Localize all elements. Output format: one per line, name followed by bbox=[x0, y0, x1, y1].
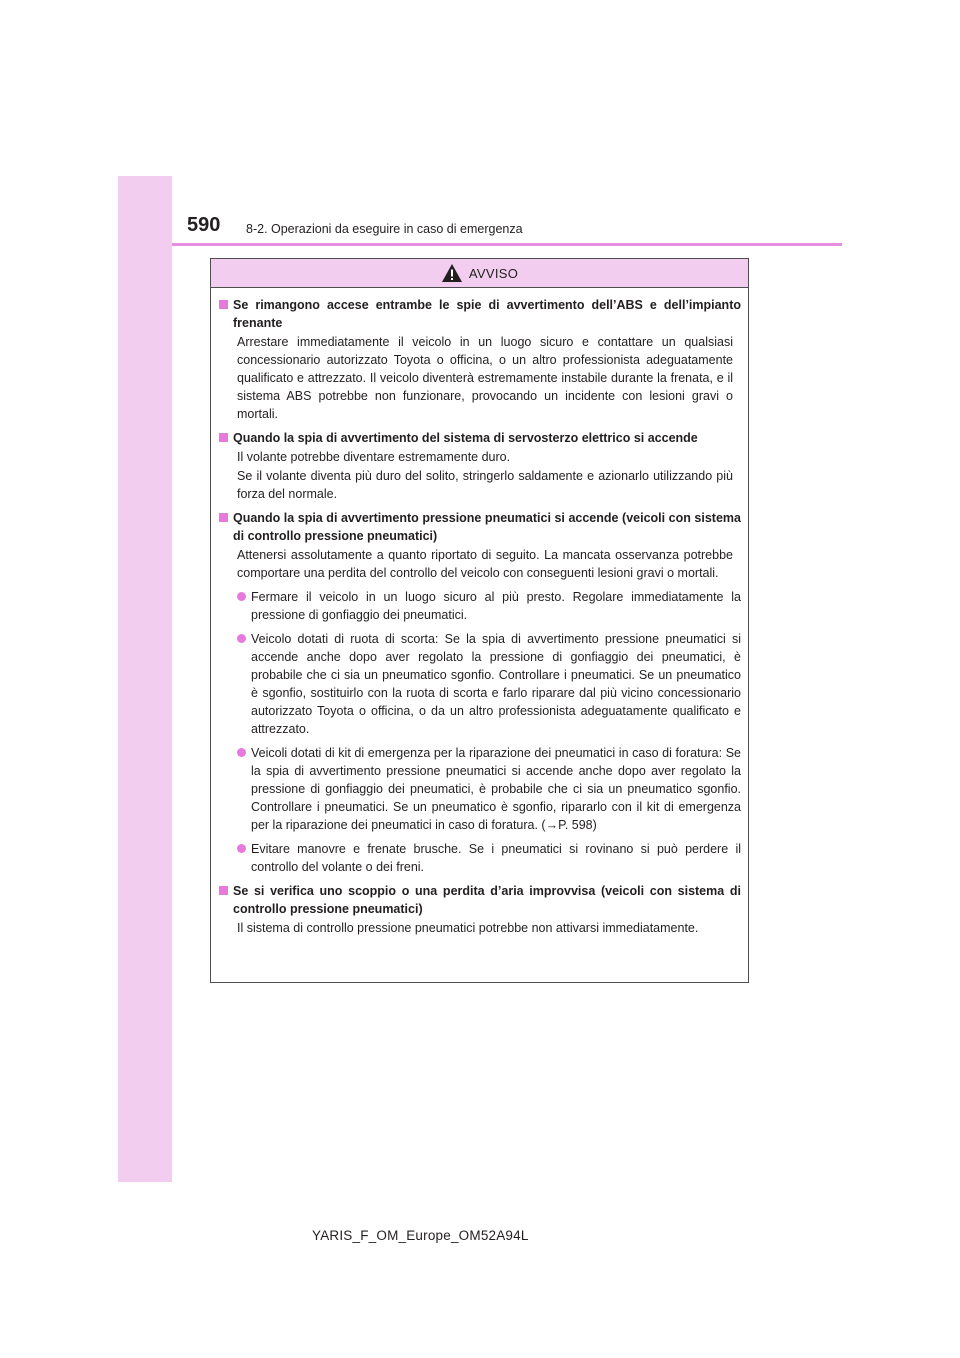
warning-item-power-steering bbox=[218, 429, 741, 503]
item-heading bbox=[218, 296, 741, 332]
item-heading bbox=[218, 509, 741, 545]
bullet-text: Veicoli dotati di kit di emergenza per la riparazione dei pneumatici in caso di foratura: Se la spia di avvertimento pressione pneumatici si accende anche dopo aver regolato la pressione di gonfiaggio dei pneumatici, è probabile che ci sia un pneumatico sgonfio. Controllare i pneumatici. Se un pneumatico è sgonfio, ripararlo con il kit di emergenza per la riparazione dei pneumatici in caso di foratura. (→P. 598) bbox=[251, 746, 741, 832]
item-heading-text: Se rimangono accese entrambe le spie di avvertimento dell’ABS e dell’impianto frenante bbox=[233, 298, 741, 330]
item-paragraph: Il sistema di controllo pressione pneumatici potrebbe non attivarsi immediatamente. bbox=[237, 921, 699, 935]
item-paragraph: Attenersi assolutamente a quanto riportato di seguito. La mancata osservanza potrebbe comportare una perdita del controllo del veicolo con conseguenti lesioni gravi o mortali. bbox=[237, 548, 733, 580]
item-heading bbox=[218, 882, 741, 918]
circle-bullet-icon bbox=[237, 844, 246, 853]
bullet-text: Veicolo dotati di ruota di scorta: Se la spia di avvertimento pressione pneumatici si accende anche dopo aver regolato la pressione di gonfiaggio dei pneumatici, è probabile che ci sia un pneumatico sgonfio. Controllare i pneumatici. Se un pneumatico è sgonfio, sostituirlo con la ruota di scorta e farlo riparare dal più vicino concessionario autorizzato Toyota o officina, o da un altro professionista adeguatamente qualificato e attrezzato. bbox=[251, 632, 741, 736]
warning-item-tire-pressure bbox=[218, 509, 741, 876]
bullet-text: Fermare il veicolo in un luogo sicuro al più presto. Regolare immediatamente la pressione di gonfiaggio dei pneumatici. bbox=[251, 590, 741, 622]
bullet-text: Evitare manovre e frenate brusche. Se i pneumatici si rovinano si può perdere il controllo del volante o dei freni. bbox=[251, 842, 741, 874]
square-bullet-icon bbox=[219, 513, 228, 522]
warning-box bbox=[210, 258, 749, 983]
bullet-item bbox=[237, 744, 741, 834]
side-tab-band bbox=[118, 176, 172, 1182]
item-heading-text: Se si verifica uno scoppio o una perdita d’aria improvvisa (veicoli con sistema di controllo pressione pneumatici) bbox=[233, 884, 741, 916]
bullet-item bbox=[237, 840, 741, 876]
circle-bullet-icon bbox=[237, 634, 246, 643]
circle-bullet-icon bbox=[237, 748, 246, 757]
circle-bullet-icon bbox=[237, 592, 246, 601]
warning-title: AVVISO bbox=[468, 265, 519, 281]
square-bullet-icon bbox=[219, 433, 228, 442]
square-bullet-icon bbox=[219, 886, 228, 895]
footer-document-code: YARIS_F_OM_Europe_OM52A94L bbox=[312, 1228, 529, 1243]
warning-body bbox=[211, 288, 748, 937]
item-paragraph: Il volante potrebbe diventare estremamente duro. bbox=[237, 450, 511, 464]
square-bullet-icon bbox=[219, 300, 228, 309]
section-title: 8-2. Operazioni da eseguire in caso di emergenza bbox=[246, 222, 523, 236]
item-heading-text: Quando la spia di avvertimento pressione pneumatici si accende (veicoli con sistema di controllo pressione pneumatici) bbox=[233, 511, 741, 543]
item-paragraph: Se il volante diventa più duro del solito, stringerlo saldamente e azionarlo utilizzando più forza del normale. bbox=[237, 469, 733, 501]
item-heading bbox=[218, 429, 741, 447]
item-paragraph: Arrestare immediatamente il veicolo in un luogo sicuro e contattare un qualsiasi concessionario autorizzato Toyota o officina, o un altro professionista adeguatamente qualificato e attrezzato. Il veicolo diventerà estremamente instabile durante la frenata, e il sistema ABS potrebbe non funzionare, provocando un incidente con lesioni gravi o mortali. bbox=[237, 335, 733, 421]
warning-item-abs bbox=[218, 296, 741, 423]
warning-item-blowout bbox=[218, 882, 741, 937]
bullet-item bbox=[237, 588, 741, 624]
page-number: 590 bbox=[187, 214, 221, 236]
bullet-item bbox=[237, 630, 741, 738]
warning-header bbox=[211, 259, 748, 288]
item-heading-text: Quando la spia di avvertimento del sistema di servosterzo elettrico si accende bbox=[233, 431, 698, 445]
warning-triangle-icon bbox=[441, 263, 463, 283]
header-rule bbox=[172, 243, 842, 246]
